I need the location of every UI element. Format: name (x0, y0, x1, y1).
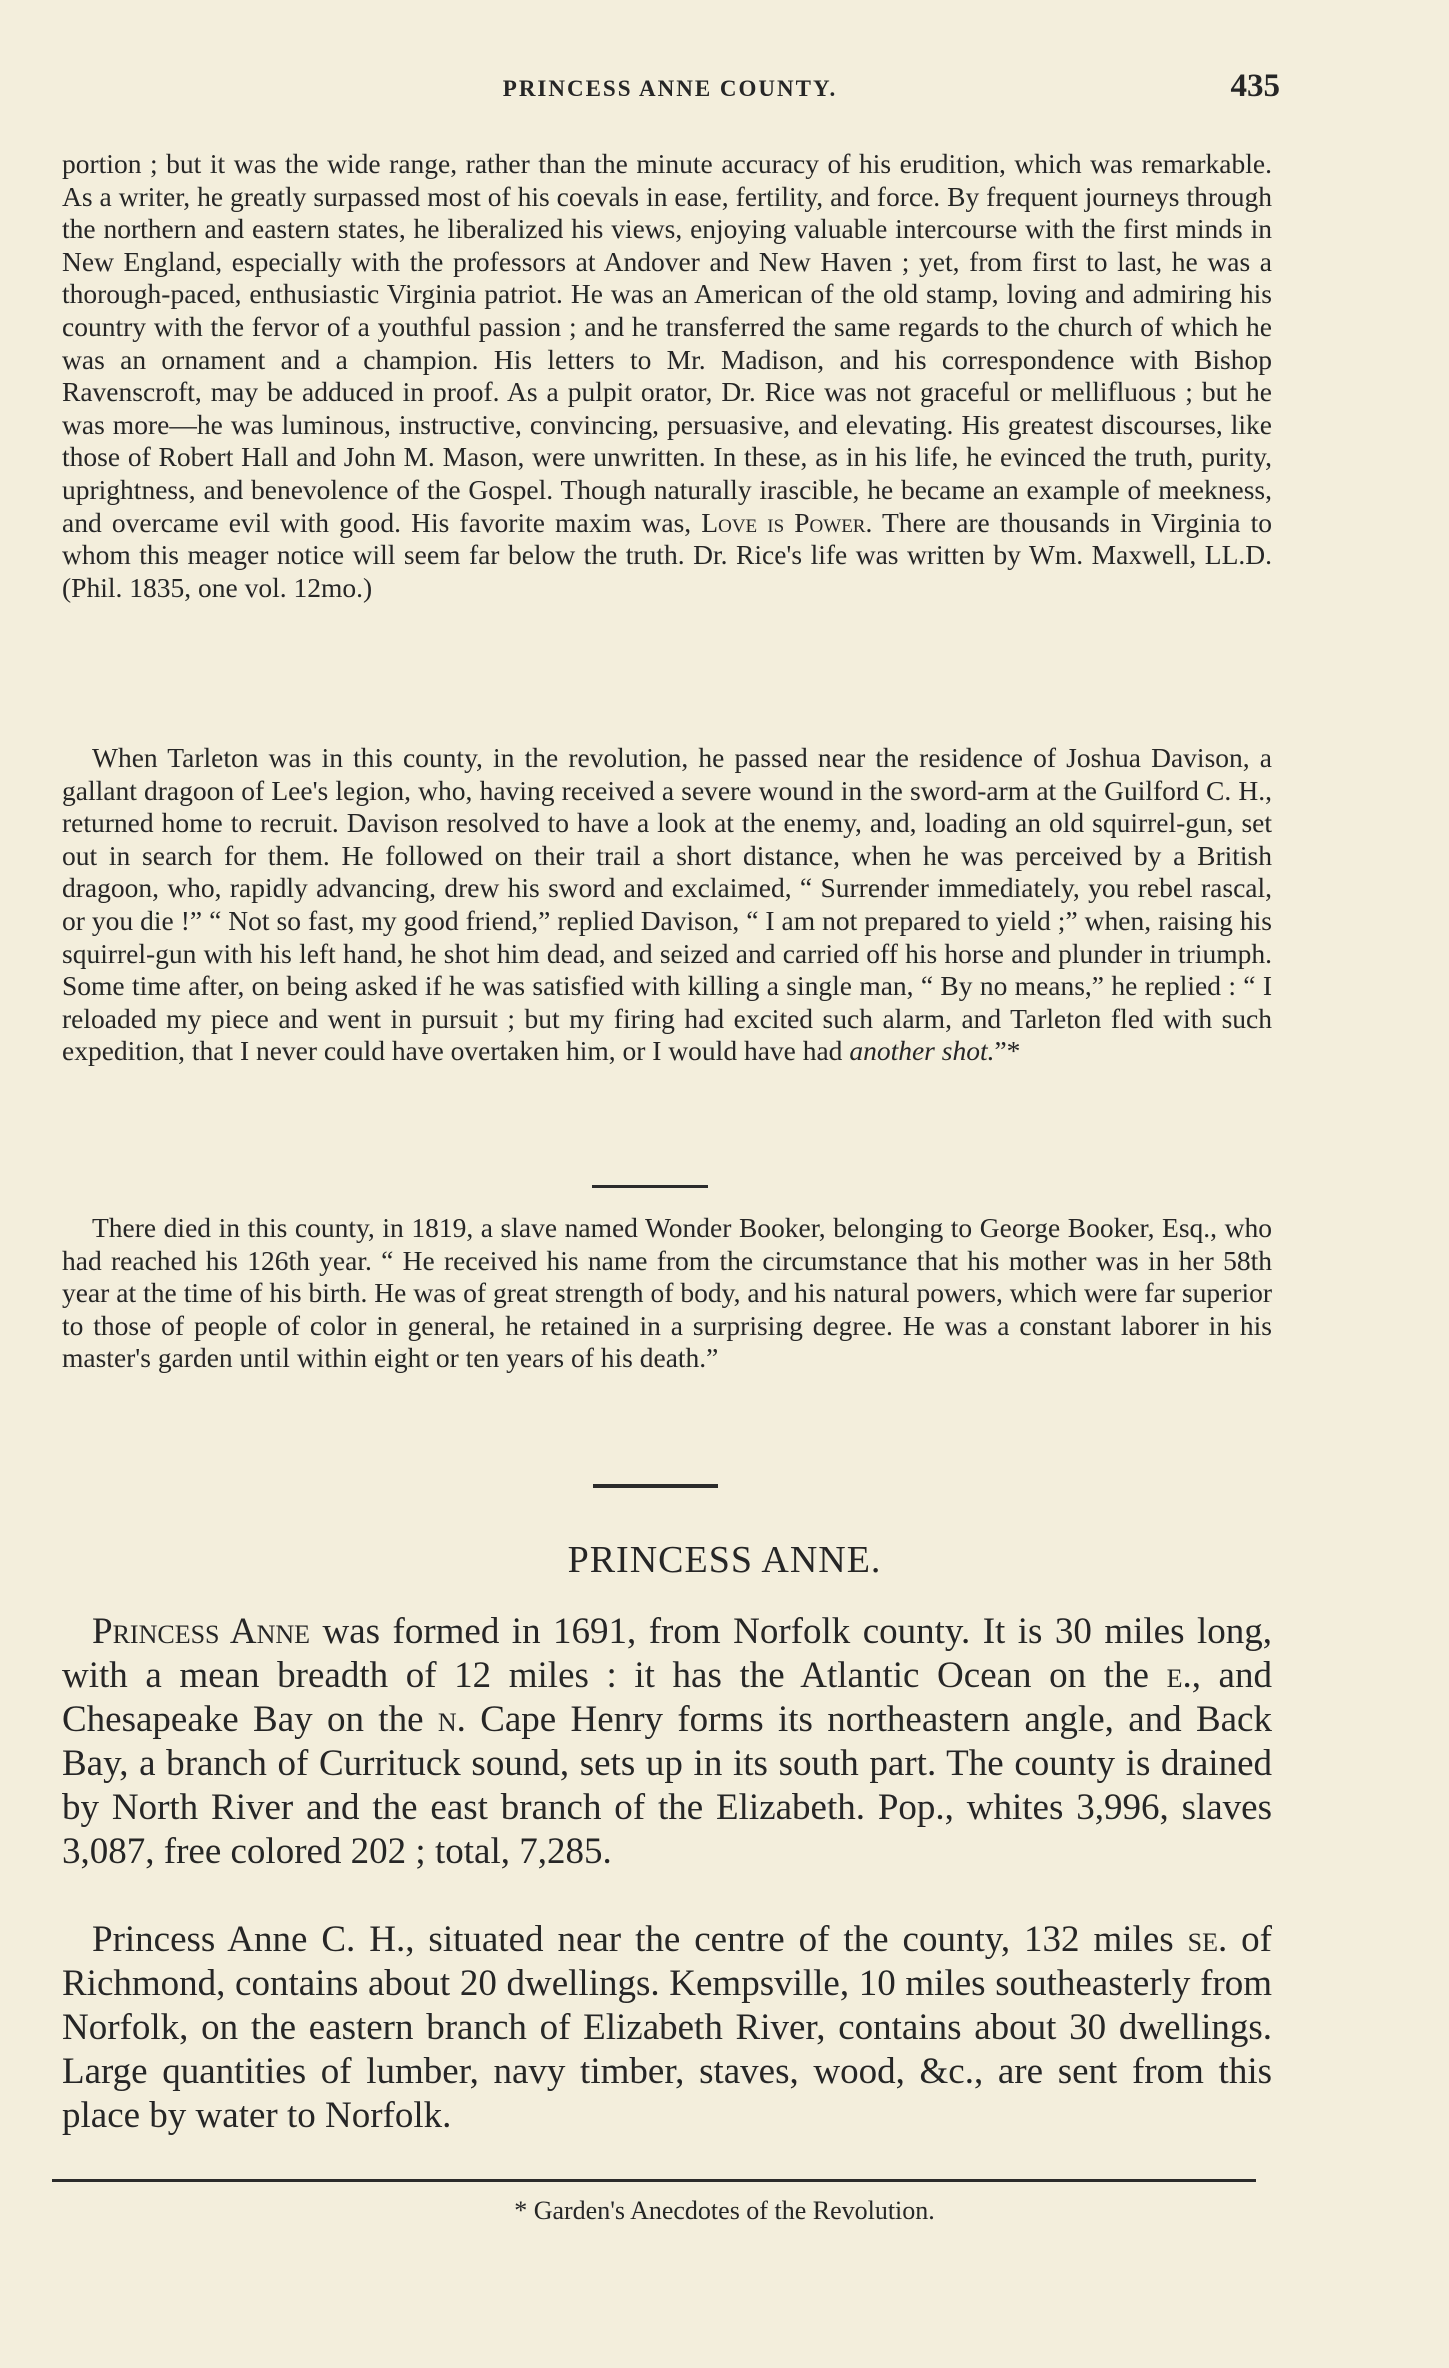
rice-text-before: portion ; but it was the wide range, rather than the minute accuracy of his erudition, which was remarkable. As a writer, he greatly surpassed most of his coevals in ease, fertility, and force. By frequent journeys through the northern and eastern states, he liberalized his views, enjoying valuable intercourse with the first minds in New England, especially with the professors at Andover and New Haven ; yet, from first to last, he was a thorough-paced, enthusiastic Virginia patriot. He was an American of the old stamp, loving and admiring his country with the fervor of a youthful passion ; and he transferred the same regards to the church of which he was an ornament and a champion. His letters to Mr. Madison, and his correspondence with Bishop Ravenscroft, may be adduced in proof. As a pulpit orator, Dr. Rice was not graceful or mellifluous ; but he was more—he was luminous, instructive, convincing, persuasive, and elevating. His greatest discourses, like those of Robert Hall and John M. Mason, were unwritten. In these, as in his life, he evinced the truth, purity, uprightness, and benevolence of the Gospel. Though naturally irascible, he became an example of meekness, and overcame evil with good. His favorite maxim was, (62, 148, 1272, 538)
page-number: 435 (1230, 68, 1280, 104)
booker-anecdote (62, 1212, 1272, 1375)
direction-southeast: se. (1187, 1919, 1228, 1960)
county-text-2: , and Chesapeake Bay on the (62, 1655, 1272, 1740)
rice-maxim: Love is Power. (701, 506, 873, 538)
county-text-1: was formed in 1691, from Norfolk county. It is 30 miles long, with a mean breadth of 12 miles : it has the Atlantic Ocean on the (62, 1611, 1272, 1696)
courthouse-text-1: Princess Anne C. H., situated near the centre of the county, 132 miles (92, 1919, 1188, 1960)
booker-text: There died in this county, in 1819, a slave named Wonder Booker, belonging to George Booker, Esq., who had reached his 126th year. “ He received his name from the circumstance that his mother was in her 58th year at the time of his birth. He was of great strength of body, and his natural powers, which were far superior to those of people of color in general, he retained in a surprising degree. He was a constant laborer in his master's garden until within eight or ten years of his death.” (62, 1212, 1272, 1374)
county-text-3: Cape Henry forms its northeastern angle, and Back Bay, a branch of Currituck sound, sets up in its south part. The county is drained by North River and the east branch of the Elizabeth. Pop., whites 3,996, slaves 3,087, free colored 202 ; total, 7,285. (62, 1699, 1272, 1872)
direction-north: n. (437, 1699, 466, 1740)
rice-paragraph (62, 148, 1272, 693)
running-head: PRINCESS ANNE COUNTY. (502, 76, 838, 101)
county-name-lead: Princess Anne (92, 1611, 311, 1652)
tarleton-text: When Tarleton was in this county, in the revolution, he passed near the residence of Joshua Davison, a gallant dragoon of Lee's legion, who, having received a severe wound in the sword-arm at the Guilford C. H., returned home to recruit. Davison resolved to have a look at the enemy, and, loading an old squirrel-gun, set out in search for them. He followed on their trail a short distance, when he was perceived by a British dragoon, who, rapidly advancing, drew his sword and exclaimed, “ Surrender immediately, you rebel rascal, or you die !” “ Not so fast, my good friend,” replied Davison, “ I am not prepared to yield ;” when, raising his squirrel-gun with his left hand, he shot him dead, and seized and carried off his horse and plunder in triumph. Some time after, on being asked if he was satisfied with killing a single man, “ By no means,” he replied : “ I reloaded my piece and went in pursuit ; but my firing had excited such alarm, and Tarleton fled with such expedition, that I never could have overtaken him, or I would have had (62, 742, 1272, 1067)
courthouse-text-2: of Richmond, contains about 20 dwellings. Kempsville, 10 miles southeasterly from Norfolk, on the eastern branch of Elizabeth River, contains about 30 dwellings. Large quantities of lumber, navy timber, staves, wood, &c., are sent from this place by water to Norfolk. (62, 1919, 1273, 2136)
direction-east: e. (1166, 1655, 1192, 1696)
footnote-rule (52, 2179, 1256, 2182)
footnote: * Garden's Anecdotes of the Revolution. (514, 2196, 935, 2225)
section-title: PRINCESS ANNE. (567, 1539, 882, 1581)
tarleton-anecdote (62, 742, 1272, 1068)
rice-text-after: There are thousands in Virginia to whom this meager notice will seem far below the truth. Dr. Rice's life was written by Wm. Maxwell, LL.D. (Phil. 1835, one vol. 12mo.) (62, 506, 1272, 603)
tarleton-footnote-mark: ”* (994, 1035, 1021, 1067)
tarleton-italic: another shot. (849, 1035, 995, 1067)
courthouse-description (62, 1918, 1272, 2138)
section-divider (592, 1185, 708, 1188)
page-header (60, 68, 1280, 118)
chapter-divider (593, 1484, 718, 1488)
county-description (62, 1610, 1272, 1874)
